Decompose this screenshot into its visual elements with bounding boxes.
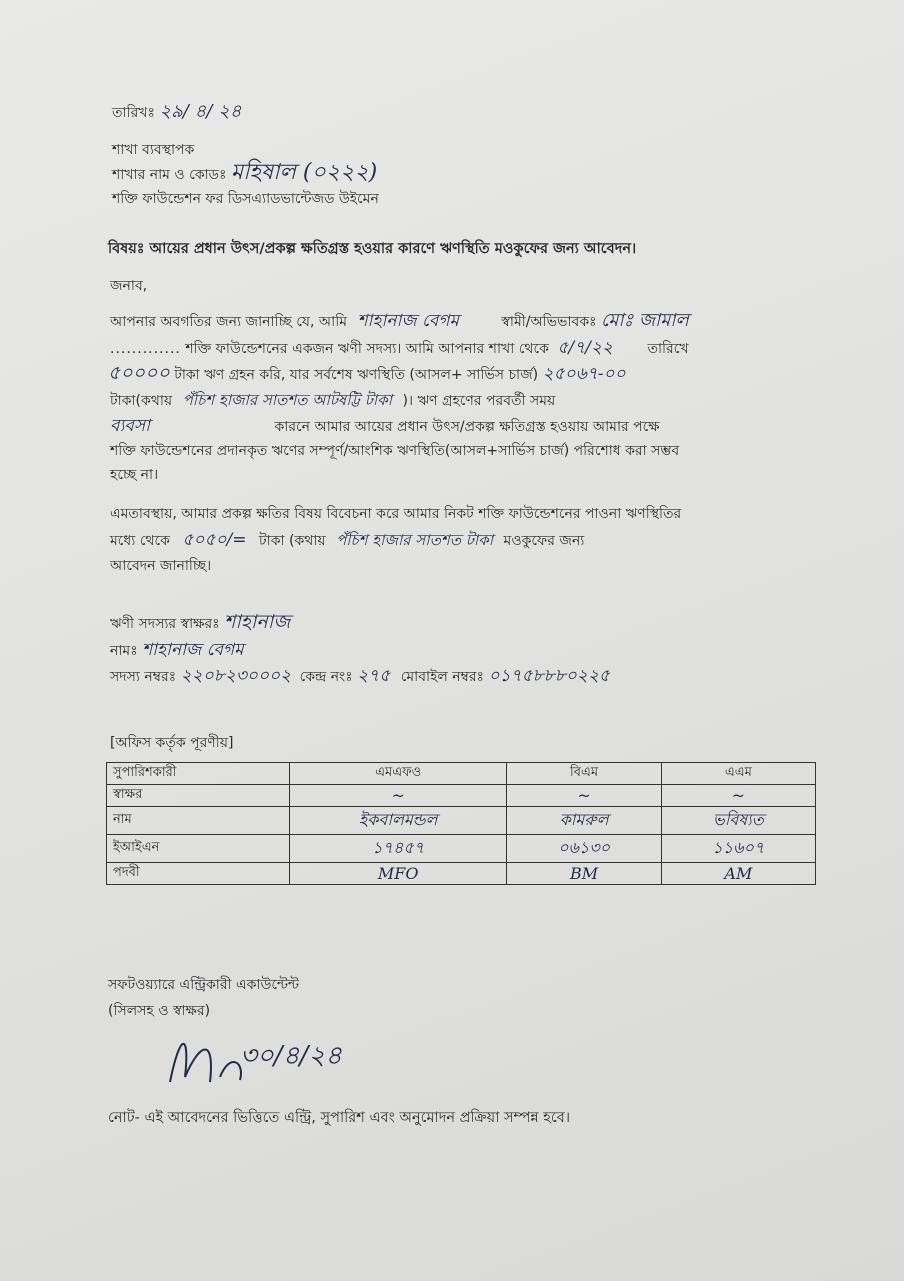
body-text: মধ্যে থেকে <box>110 533 170 549</box>
office-header-row <box>107 763 816 785</box>
table-cell: ০৬১৩০ <box>507 835 661 863</box>
para2-line-1: এমতাবস্থায়, আমার প্রকল্প ক্ষতির বিষয় বিবেচনা করে আমার নিকট শক্তি ফাউন্ডেশনের পাওনা ঋণস্থিতির <box>110 506 682 522</box>
member-name-value: শাহানাজ বেগম <box>142 640 244 660</box>
header-cell: সুপারিশকারী <box>107 763 290 785</box>
date-label: তারিখঃ <box>112 105 155 121</box>
center-label: কেন্দ্র নংঃ <box>299 669 353 685</box>
member-name-hw: শাহানাজ বেগম <box>357 311 459 331</box>
body-text: মওকুফের জন্য <box>503 533 585 549</box>
body-line-6: শক্তি ফাউন্ডেশনের প্রদানকৃত ঋণের সম্পূর্ণ/আংশিক ঋণস্থিতি(আসল+সার্ভিস চার্জ) পরিশোধ করা সম্ভব <box>110 443 680 459</box>
row-label: নাম <box>107 807 290 835</box>
salutation: জনাব, <box>110 278 148 294</box>
body-text: টাকা(কথায় <box>110 393 173 409</box>
body-line-4 <box>110 390 555 411</box>
waive-amount-hw: ৫০৫০/= <box>182 530 247 550</box>
table-cell: AM <box>661 863 815 885</box>
header-cell: বিএম <box>507 763 661 785</box>
guardian-hw: মোঃ জামাল <box>601 310 689 331</box>
date-line <box>112 102 241 123</box>
body-text: টাকা (কথায় <box>259 533 326 549</box>
branch-manager: শাখা ব্যবস্থাপক <box>112 142 195 158</box>
member-signature: শাহানাজ <box>224 611 291 633</box>
center-value: ২৭৫ <box>357 666 391 686</box>
office-table <box>106 762 816 885</box>
body-text: কারনে আমার আয়ের প্রধান উৎস/প্রকল্প ক্ষতিগ্রস্ত হওয়ায় আমার পক্ষে <box>274 419 660 435</box>
body-text: টাকা ঋণ গ্রহন করি, যার সর্বশেষ ঋণস্থিতি (আসল+ সার্ভিস চার্জ) <box>174 367 539 383</box>
reason-hw: ব্যবসা <box>110 416 151 436</box>
accountant-date-hw: ৩০/৪/২৪ <box>240 1041 342 1071</box>
para2-line-2 <box>110 530 584 551</box>
member-name-line <box>110 640 244 661</box>
body-text: আপনার অবগতির জন্য জানাচ্ছি যে, আমি <box>110 314 348 330</box>
table-cell: ১১৬০৭ <box>661 835 815 863</box>
table-cell: ১৭৪৫৭ <box>290 835 507 863</box>
member-sign-label: ঋণী সদস্যর স্বাক্ষরঃ <box>110 616 220 632</box>
body-text: )। ঋণ গ্রহণের পরবর্তী সময় <box>402 393 556 409</box>
branch-line <box>112 160 378 185</box>
table-cell: কামরুল <box>507 807 661 835</box>
footer-note: নোট- এই আবেদনের ভিত্তিতে এন্ট্রি, সুপারিশ এবং অনুমোদন প্রক্রিয়া সম্পন্ন হবে। <box>108 1110 571 1126</box>
branch-value: মহিষাল (০২২২) <box>230 160 378 185</box>
table-row <box>107 807 816 835</box>
header-cell: এমএফও <box>290 763 507 785</box>
para2-line-3: আবেদন জানাচ্ছি। <box>110 558 212 574</box>
date-value: ২৯/ ৪/ ২৪ <box>159 101 242 122</box>
table-row <box>107 785 816 807</box>
member-signature-line <box>110 612 290 634</box>
table-cell: BM <box>507 863 661 885</box>
body-line-7: হচ্ছে না। <box>110 467 159 483</box>
row-label: স্বাক্ষর <box>107 785 290 807</box>
signature-cell: ~ <box>290 785 507 807</box>
row-label: পদবী <box>107 863 290 885</box>
waive-words-hw: পঁচিশ হাজার সাতশত টাকা <box>336 531 494 549</box>
balance-hw: ২৫০৬৭-০০ <box>542 364 626 384</box>
table-row <box>107 863 816 885</box>
member-number-line <box>110 666 610 687</box>
balance-words-hw: পঁচিশ হাজার সাতশত আটষট্টি টাকা <box>182 391 393 409</box>
signature-cell: ~ <box>507 785 661 807</box>
member-name-label: নামঃ <box>110 643 138 659</box>
body-text: স্বামী/অভিভাবকঃ <box>501 314 597 330</box>
body-line-5 <box>110 416 660 437</box>
body-text: তারিখে <box>647 341 689 357</box>
loan-date-hw: ৫/৭/২২ <box>557 338 613 358</box>
table-cell: ভবিষ্যত <box>661 807 815 835</box>
body-line-3 <box>108 363 626 385</box>
mobile-value: ০১৭৫৮৮৮০২২৫ <box>488 666 610 686</box>
member-number-value: ২২০৮২৩০০০২ <box>180 666 292 686</box>
table-cell: ইকবালমন্ডল <box>290 807 507 835</box>
header-cell: এএম <box>661 763 815 785</box>
table-row <box>107 835 816 863</box>
organization-name: শক্তি ফাউন্ডেশন ফর ডিসএ্যাডভান্টেজড উইমেন <box>112 191 379 207</box>
table-cell: MFO <box>290 863 507 885</box>
body-text: শক্তি ফাউন্ডেশনের একজন ঋণী সদস্য। আমি আপনার শাখা থেকে <box>185 341 549 357</box>
signature-cell: ~ <box>661 785 815 807</box>
loan-amount-hw: ৫০০০০ <box>108 362 170 384</box>
seal-label: (সিলসহ ও স্বাক্ষর) <box>108 1003 211 1019</box>
row-label: ইআইএন <box>107 835 290 863</box>
body-line-1 <box>110 311 689 332</box>
office-caption: [অফিস কর্তৃক পূরণীয়] <box>110 735 234 751</box>
body-line-2: ............. শক্তি ফাউন্ডেশনের একজন ঋণী সদস্য। আমি আপনার শাখা থেকে ৫/৭/২২ তারিখে <box>110 338 689 358</box>
accountant-label: সফটওয়্যারে এন্ট্রিকারী একাউন্টেন্ট <box>108 977 300 993</box>
member-number-label: সদস্য নম্বরঃ <box>110 669 177 685</box>
mobile-label: মোবাইল নম্বরঃ <box>400 669 485 685</box>
subject-line: বিষয়ঃ আয়ের প্রধান উৎস/প্রকল্প ক্ষতিগ্রস্ত হওয়ার কারণে ঋণস্থিতি মওকুফের জন্য আবেদন। <box>108 241 637 257</box>
branch-label: শাখার নাম ও কোডঃ <box>112 167 227 183</box>
